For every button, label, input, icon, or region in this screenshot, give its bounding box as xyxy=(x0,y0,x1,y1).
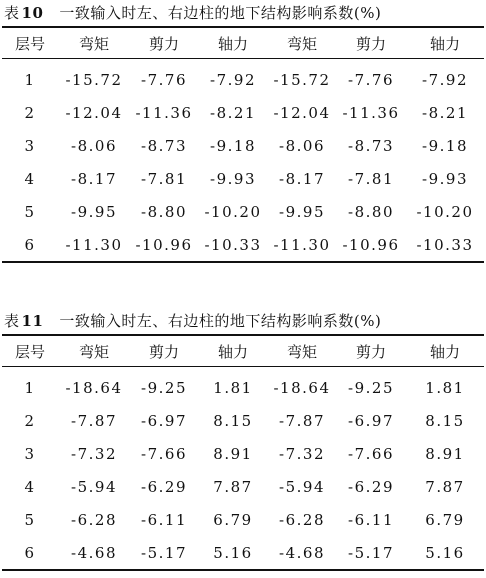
table-body xyxy=(2,367,484,571)
value-cell: -8.17 xyxy=(279,169,325,188)
value-cell: -6.29 xyxy=(348,477,394,496)
value-cell: -7.66 xyxy=(348,444,394,463)
value-cell: -8.80 xyxy=(348,202,394,221)
header-cell: 层号 xyxy=(2,27,58,59)
caption-number: 11 xyxy=(21,312,44,330)
layer-number-cell: 2 xyxy=(24,103,36,122)
value-cell: -7.92 xyxy=(210,70,256,89)
value-cell: -6.11 xyxy=(141,510,187,529)
caption-number: 10 xyxy=(21,4,44,22)
table-caption xyxy=(0,308,486,334)
caption-label: 表 xyxy=(4,4,20,22)
layer-number-cell: 5 xyxy=(24,202,36,221)
value-cell: -10.96 xyxy=(130,228,198,262)
table-11-block xyxy=(0,308,486,571)
layer-number-cell: 2 xyxy=(24,411,36,430)
value-cell: -7.87 xyxy=(71,411,117,430)
header-cell: 剪力 xyxy=(130,27,198,59)
value-cell: 6.79 xyxy=(425,510,465,529)
value-cell: -8.21 xyxy=(210,103,256,122)
value-cell: -10.96 xyxy=(336,228,406,262)
value-cell: -10.33 xyxy=(198,228,268,262)
value-cell: -4.68 xyxy=(58,536,130,570)
layer-number-cell: 4 xyxy=(24,477,36,496)
table-row xyxy=(2,228,484,262)
value-cell: -8.21 xyxy=(422,103,468,122)
value-cell: -7.66 xyxy=(141,444,187,463)
header-cell: 弯矩 xyxy=(268,27,336,59)
value-cell: -6.11 xyxy=(348,510,394,529)
value-cell: -4.68 xyxy=(268,536,336,570)
layer-number-cell: 1 xyxy=(24,70,36,89)
data-table xyxy=(2,334,484,571)
table-row xyxy=(2,195,484,228)
table-row xyxy=(2,129,484,162)
value-cell: 7.87 xyxy=(213,477,253,496)
value-cell: 8.15 xyxy=(425,411,465,430)
layer-number-cell: 3 xyxy=(24,444,36,463)
header-cell: 弯矩 xyxy=(58,335,130,367)
value-cell: -9.25 xyxy=(348,378,394,397)
value-cell: -8.73 xyxy=(348,136,394,155)
value-cell: -9.18 xyxy=(210,136,256,155)
table-row xyxy=(2,404,484,437)
value-cell: -7.32 xyxy=(279,444,325,463)
value-cell: -15.72 xyxy=(65,70,123,89)
value-cell: -12.04 xyxy=(273,103,331,122)
header-cell: 弯矩 xyxy=(268,335,336,367)
value-cell: -5.17 xyxy=(130,536,198,570)
value-cell: -9.25 xyxy=(141,378,187,397)
header-cell: 剪力 xyxy=(336,27,406,59)
layer-number-cell: 3 xyxy=(24,136,36,155)
value-cell: -11.36 xyxy=(135,103,193,122)
value-cell: -8.80 xyxy=(141,202,187,221)
value-cell: 8.15 xyxy=(213,411,253,430)
header-cell: 剪力 xyxy=(130,335,198,367)
table-10-block xyxy=(0,0,486,263)
value-cell: -7.92 xyxy=(422,70,468,89)
table-row xyxy=(2,437,484,470)
value-cell: -5.17 xyxy=(336,536,406,570)
header-cell: 轴力 xyxy=(198,27,268,59)
value-cell: 8.91 xyxy=(425,444,465,463)
table-row xyxy=(2,470,484,503)
table-row xyxy=(2,367,484,405)
value-cell: -8.73 xyxy=(141,136,187,155)
caption-label: 表 xyxy=(4,312,20,330)
caption-title: 一致输入时左、右边柱的地下结构影响系数(%) xyxy=(59,312,382,330)
value-cell: -9.93 xyxy=(422,169,468,188)
value-cell: -9.95 xyxy=(71,202,117,221)
value-cell: -6.97 xyxy=(141,411,187,430)
data-table xyxy=(2,26,484,263)
value-cell: -6.28 xyxy=(279,510,325,529)
value-cell: -10.33 xyxy=(406,228,484,262)
table-row xyxy=(2,96,484,129)
value-cell: -7.81 xyxy=(348,169,394,188)
layer-number-cell: 4 xyxy=(24,169,36,188)
value-cell: -5.94 xyxy=(71,477,117,496)
value-cell: -8.06 xyxy=(279,136,325,155)
header-cell: 弯矩 xyxy=(58,27,130,59)
header-cell: 层号 xyxy=(2,335,58,367)
header-cell: 轴力 xyxy=(198,335,268,367)
value-cell: -8.17 xyxy=(71,169,117,188)
value-cell: -9.93 xyxy=(210,169,256,188)
value-cell: -12.04 xyxy=(65,103,123,122)
value-cell: -9.95 xyxy=(279,202,325,221)
table-row xyxy=(2,536,484,570)
value-cell: -10.20 xyxy=(416,202,474,221)
table-row xyxy=(2,503,484,536)
value-cell: 6.79 xyxy=(213,510,253,529)
value-cell: -6.29 xyxy=(141,477,187,496)
table-body xyxy=(2,59,484,263)
value-cell: -7.76 xyxy=(141,70,187,89)
value-cell: -11.36 xyxy=(342,103,400,122)
table-caption xyxy=(0,0,486,26)
value-cell: -7.32 xyxy=(71,444,117,463)
value-cell: -5.94 xyxy=(279,477,325,496)
value-cell: -7.76 xyxy=(348,70,394,89)
header-row xyxy=(2,335,484,367)
layer-number-cell: 1 xyxy=(24,378,36,397)
header-cell: 轴力 xyxy=(406,335,484,367)
value-cell: 7.87 xyxy=(425,477,465,496)
value-cell: -7.87 xyxy=(279,411,325,430)
header-row xyxy=(2,27,484,59)
value-cell: -11.30 xyxy=(268,228,336,262)
caption-title: 一致输入时左、右边柱的地下结构影响系数(%) xyxy=(59,4,382,22)
value-cell: 5.16 xyxy=(406,536,484,570)
value-cell: 1.81 xyxy=(213,378,253,397)
layer-number-cell: 6 xyxy=(2,536,58,570)
value-cell: -18.64 xyxy=(65,378,123,397)
value-cell: -10.20 xyxy=(204,202,262,221)
value-cell: -7.81 xyxy=(141,169,187,188)
layer-number-cell: 5 xyxy=(24,510,36,529)
header-cell: 轴力 xyxy=(406,27,484,59)
value-cell: -9.18 xyxy=(422,136,468,155)
table-row xyxy=(2,162,484,195)
value-cell: 1.81 xyxy=(425,378,465,397)
value-cell: -8.06 xyxy=(71,136,117,155)
value-cell: -11.30 xyxy=(58,228,130,262)
value-cell: -15.72 xyxy=(273,70,331,89)
header-cell: 剪力 xyxy=(336,335,406,367)
value-cell: 8.91 xyxy=(213,444,253,463)
table-row xyxy=(2,59,484,97)
value-cell: -18.64 xyxy=(273,378,331,397)
value-cell: -6.28 xyxy=(71,510,117,529)
value-cell: -6.97 xyxy=(348,411,394,430)
value-cell: 5.16 xyxy=(198,536,268,570)
layer-number-cell: 6 xyxy=(2,228,58,262)
